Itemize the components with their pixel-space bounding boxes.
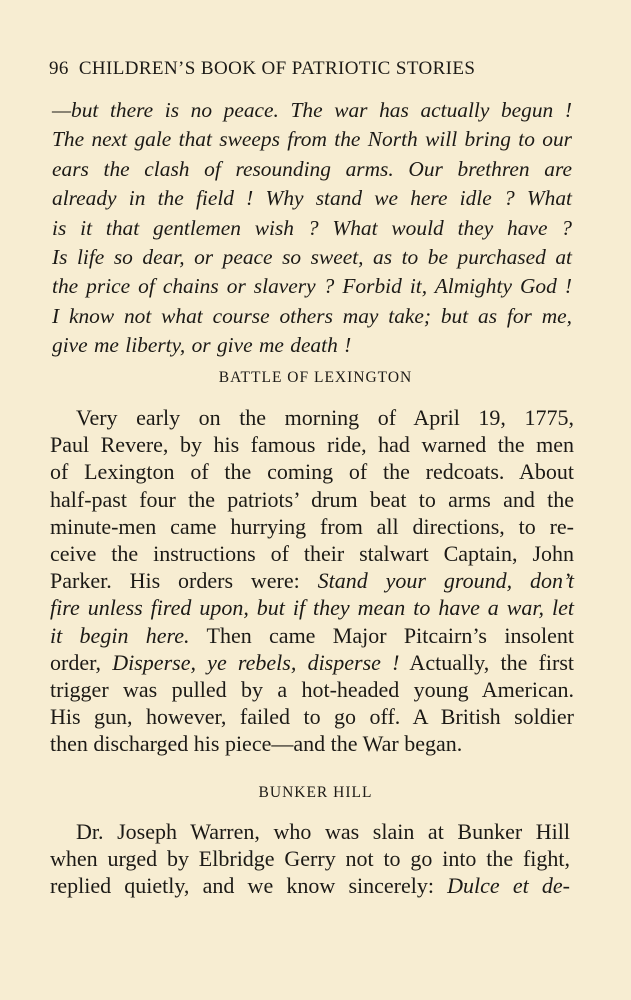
body-text: order, bbox=[50, 649, 113, 675]
running-title: CHILDREN’S BOOK OF PATRIOTIC STORIES bbox=[78, 58, 476, 79]
body-line bbox=[50, 845, 570, 872]
italic-text: Stand your ground, don’t bbox=[317, 568, 574, 594]
body-line bbox=[50, 622, 574, 649]
body-line bbox=[50, 404, 574, 431]
body-line bbox=[50, 703, 574, 730]
italic-text: fire unless fired upon, but if they mean to have a war, let bbox=[50, 595, 574, 621]
quote-line: is it that gentlemen wish ? What would they have ? bbox=[52, 215, 572, 240]
body-line bbox=[50, 540, 574, 567]
section-body-lexington bbox=[50, 404, 574, 758]
body-text: Parker. His orders were: bbox=[50, 568, 318, 594]
body-text: Then came Major Pitcairn’s insolent bbox=[189, 622, 574, 648]
body-text: His gun, however, failed to go off. A British soldier bbox=[50, 704, 574, 730]
body-line bbox=[50, 818, 570, 845]
body-line bbox=[50, 872, 570, 899]
quote-line: give me liberty, or give me death ! bbox=[52, 333, 352, 358]
quote-line: ears the clash of resounding arms. Our brethren are bbox=[52, 156, 572, 181]
quote-line: I know not what course others may take; but as for me, bbox=[52, 303, 572, 328]
body-line bbox=[50, 730, 574, 757]
body-text: Paul Revere, by his famous ride, had warned the men bbox=[50, 432, 574, 458]
quote-line: already in the field ! Why stand we here idle ? What bbox=[52, 186, 572, 211]
quote-line: Is life so dear, or peace so sweet, as to be purchased at bbox=[52, 245, 572, 270]
quote-line: The next gale that sweeps from the North will bring to our bbox=[52, 127, 572, 152]
body-text: half-past four the patriots’ drum beat to arms and the bbox=[50, 486, 574, 512]
italic-text: Disperse, ye rebels, disperse ! bbox=[112, 649, 400, 675]
body-text: Actually, the first bbox=[399, 649, 574, 675]
italic-text: Dulce et de- bbox=[447, 873, 571, 899]
body-text: minute-men came hurrying from all directions, to re- bbox=[50, 513, 574, 539]
body-line bbox=[50, 594, 574, 621]
section-body-bunker-hill bbox=[50, 818, 570, 900]
body-text: of Lexington of the coming of the redcoats. About bbox=[50, 459, 574, 485]
body-line bbox=[50, 486, 574, 513]
page-number: 96 bbox=[49, 58, 69, 79]
body-text: Very early on the morning of April 19, 1775, bbox=[76, 405, 574, 430]
body-line bbox=[50, 567, 574, 594]
body-line bbox=[50, 458, 574, 485]
section-heading-bunker-hill: BUNKER HILL bbox=[258, 784, 373, 801]
body-text: when urged by Elbridge Gerry not to go into the fight, bbox=[50, 846, 570, 872]
running-header bbox=[49, 58, 569, 80]
body-text: replied quietly, and we know sincerely: bbox=[50, 873, 448, 899]
quote-line: —but there is no peace. The war has actually begun ! bbox=[52, 98, 572, 122]
quote-line: the price of chains or slavery ? Forbid it, Almighty God ! bbox=[52, 274, 572, 299]
body-text: trigger was pulled by a hot-headed young American. bbox=[50, 677, 574, 703]
quotation-block bbox=[52, 96, 572, 361]
body-line bbox=[50, 513, 574, 540]
body-text: then discharged his piece—and the War began. bbox=[50, 731, 463, 757]
body-line bbox=[50, 649, 574, 676]
italic-text: it begin here. bbox=[50, 622, 190, 648]
body-text: Dr. Joseph Warren, who was slain at Bunker Hill bbox=[76, 819, 570, 844]
body-line bbox=[50, 676, 574, 703]
body-text: ceive the instructions of their stalwart Captain, John bbox=[50, 541, 574, 567]
section-heading-lexington: BATTLE OF LEXINGTON bbox=[218, 369, 413, 386]
body-line bbox=[50, 431, 574, 458]
